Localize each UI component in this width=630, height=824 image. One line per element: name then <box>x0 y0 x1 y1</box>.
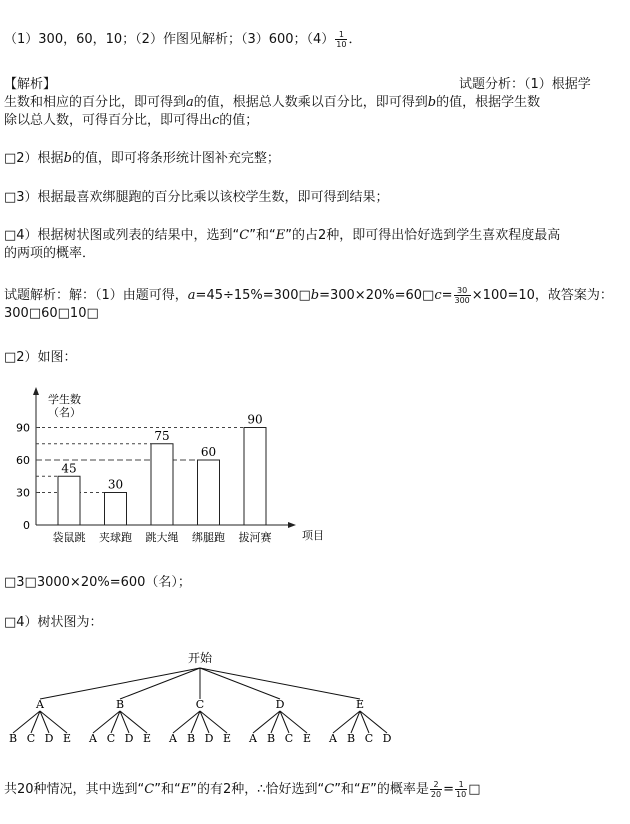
fraction-denominator: 20 <box>430 790 442 799</box>
text: ”和“ <box>334 782 361 797</box>
var-b: b <box>310 288 320 303</box>
final-conclusion <box>4 778 481 799</box>
analysis-part-4-line-2: 的两项的概率． <box>4 246 96 261</box>
y-axis-label-unit: （名） <box>48 406 81 419</box>
var-C: C <box>144 782 155 797</box>
var-E: E <box>360 782 371 797</box>
tree-node: A <box>36 698 44 711</box>
text: ”的概率是 <box>370 782 429 797</box>
tree-leaf: B <box>186 732 196 745</box>
bar <box>198 460 220 525</box>
tree-node: D <box>275 698 285 711</box>
tree-edge <box>120 668 200 699</box>
text: □2）根据 <box>4 151 64 166</box>
x-tick-label: 绑腿跑 <box>192 531 225 544</box>
text: 生数和相应的百分比，即可得到 <box>4 95 187 110</box>
tree-leaf: D <box>382 732 392 745</box>
tree-leaf: A <box>249 732 257 745</box>
fraction-numerator: 2 <box>430 780 442 790</box>
text: □ <box>468 782 481 797</box>
var-E: E <box>180 782 191 797</box>
var-a: a <box>186 95 194 110</box>
text: = <box>441 288 453 303</box>
text: 的值，即可将条形统计图补充完整； <box>71 151 280 166</box>
x-axis-arrow <box>288 522 296 528</box>
tree-node: C <box>195 698 205 711</box>
analysis-line-2 <box>4 91 540 110</box>
analysis-part-3: □3）根据最喜欢绑腿跑的百分比乘以该校学生数，即可得到结果； <box>4 190 389 205</box>
tree-edge <box>200 668 280 699</box>
fraction-30-300 <box>454 286 471 305</box>
tree-leaf: D <box>204 732 214 745</box>
x-axis-label: 项目 <box>302 529 324 542</box>
tree-leaf: E <box>62 732 72 745</box>
y-tick-label: 30 <box>16 486 30 500</box>
fraction-denominator: 300 <box>454 296 470 305</box>
var-C: C <box>239 228 250 243</box>
answer-text: （1）300，60，10；（2）作图见解析；（3）600；（4） <box>4 32 335 47</box>
var-c: c <box>434 288 442 303</box>
bar-chart <box>0 385 340 550</box>
text: ”的有2种，∴恰好选到“ <box>190 782 325 797</box>
text: = <box>443 782 455 797</box>
bar <box>151 444 173 525</box>
var-E: E <box>275 228 286 243</box>
bar-value-label: 75 <box>154 428 170 443</box>
y-tick-label: 0 <box>23 519 30 532</box>
tree-edge <box>200 668 360 699</box>
tree-leaf: E <box>302 732 312 745</box>
text: 共20种情况，其中选到“ <box>4 782 145 797</box>
text: □4）根据树状图或列表的结果中，选到“ <box>4 228 240 243</box>
bar-value-label: 30 <box>107 477 124 492</box>
tree-leaf: B <box>8 732 18 745</box>
x-tick-label: 跳大绳 <box>145 531 179 544</box>
bar <box>105 493 127 526</box>
bar-value-label: 45 <box>61 461 77 476</box>
tree-leaf: A <box>89 732 97 745</box>
analysis-heading: 试题分析：（1）根据学 <box>459 77 591 92</box>
var-c: c <box>212 113 220 128</box>
tree-leaf: E <box>142 732 152 745</box>
fraction-numerator: 30 <box>454 286 471 296</box>
tree-node: E <box>355 698 365 711</box>
tree-leaf: A <box>169 732 177 745</box>
fraction-2-20 <box>430 780 442 799</box>
fraction-denominator: 10 <box>456 790 467 799</box>
text: 的值，根据总人数乘以百分比，即可得到 <box>193 95 428 110</box>
bar-value-label: 90 <box>247 412 263 427</box>
var-b: b <box>427 95 437 110</box>
jiexi-label: 【解析】 <box>4 77 57 92</box>
fraction-numerator: 1 <box>455 780 467 790</box>
y-tick-label: 60 <box>16 454 30 467</box>
text: ”和“ <box>249 228 276 243</box>
analysis-line-3 <box>4 109 258 128</box>
var-b: b <box>63 151 72 166</box>
tree-leaf: C <box>106 732 116 745</box>
solution-part-2: □2）如图： <box>4 350 77 365</box>
tree-diagram <box>0 648 400 748</box>
tree-leaf: C <box>364 732 374 745</box>
y-axis-arrow <box>33 387 39 395</box>
var-C: C <box>324 782 335 797</box>
analysis-part-4 <box>4 224 560 243</box>
text: ”的占2种，即可得出恰好选到学生喜欢程度最高 <box>285 228 561 243</box>
y-axis-label: 学生数 <box>48 393 81 406</box>
tree-leaf: D <box>124 732 134 745</box>
text: 的值，根据学生数 <box>436 95 541 110</box>
x-tick-label: 夹球跑 <box>99 531 132 544</box>
x-tick-label: 拔河赛 <box>238 531 272 544</box>
fraction-1-10 <box>455 780 467 799</box>
tree-root: 开始 <box>187 651 213 665</box>
tree-leaf: E <box>222 732 232 745</box>
fraction-numerator: 1 <box>335 30 347 40</box>
x-tick-label: 袋鼠跳 <box>52 531 86 544</box>
text: 除以总人数，可得百分比，即可得出 <box>4 113 213 128</box>
tree-edge <box>40 668 200 699</box>
y-tick-label: 90 <box>16 421 30 435</box>
analysis-part-2 <box>4 147 280 166</box>
solution-part-3: □3□3000×20%=600（名）； <box>4 575 191 590</box>
tree-leaf: C <box>284 732 294 745</box>
answer-fraction <box>335 30 347 49</box>
text: 的值； <box>219 113 259 128</box>
solution-part-4: □4）树状图为： <box>4 615 103 630</box>
answer-suffix: ． <box>348 32 362 47</box>
tree-leaf: B <box>346 732 356 745</box>
text: ”和“ <box>154 782 181 797</box>
text: 试题解析：解：（1）由题可得， <box>4 288 188 303</box>
tree-leaf: A <box>329 732 337 745</box>
tree-node: B <box>115 698 125 711</box>
answer-line <box>4 28 362 49</box>
tree-leaf: B <box>266 732 276 745</box>
bar <box>244 428 266 526</box>
text: ×100=10，故答案为： <box>471 288 613 303</box>
text: =45÷15%=300□ <box>195 288 311 303</box>
solution-part-1 <box>4 284 613 305</box>
tree-leaf: C <box>26 732 36 745</box>
bar-value-label: 60 <box>200 445 217 459</box>
fraction-denominator: 10 <box>336 40 347 49</box>
solution-part-1-line-2: 300□60□10□ <box>4 306 99 321</box>
tree-leaf: D <box>44 732 54 745</box>
text: =300×20%=60□ <box>319 288 435 303</box>
bar <box>58 476 80 525</box>
var-a: a <box>187 288 196 303</box>
